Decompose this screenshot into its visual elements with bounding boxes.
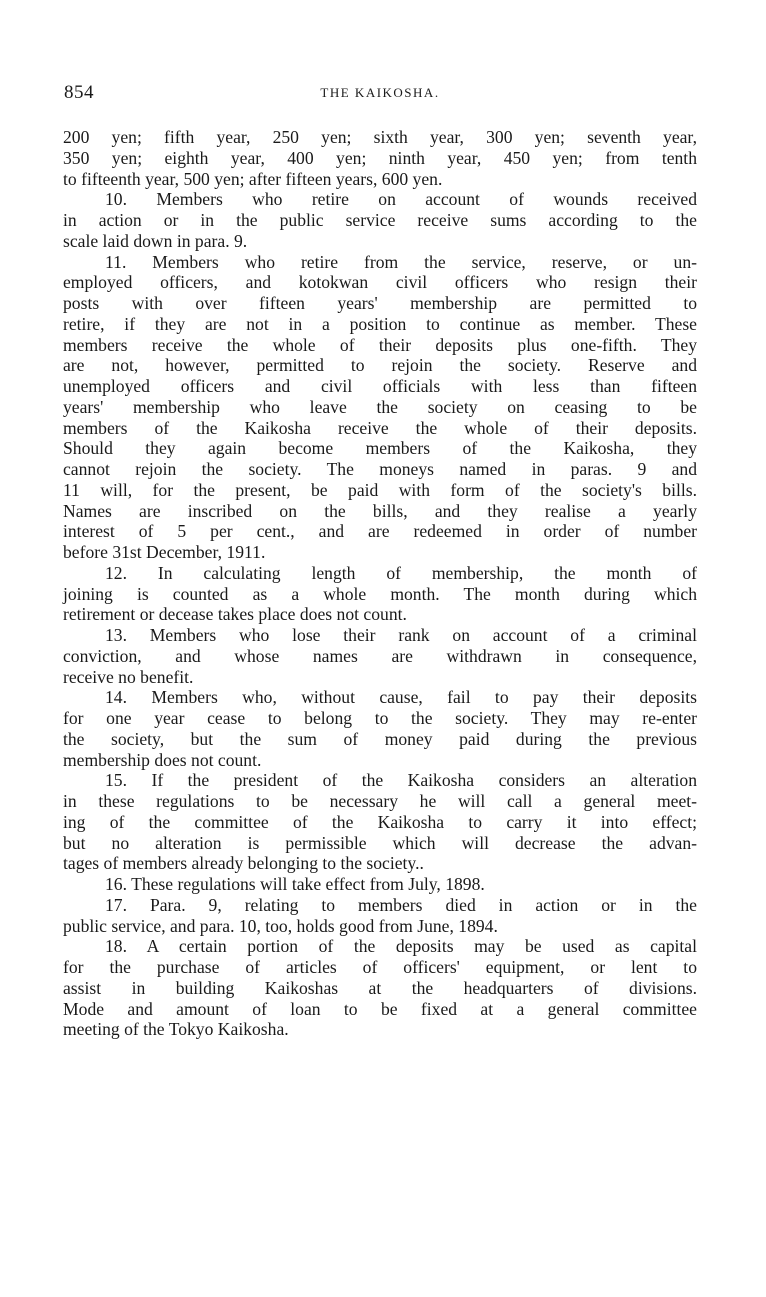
paragraph-para-15 bbox=[63, 770, 697, 874]
paragraph-para-18 bbox=[63, 936, 697, 1040]
text-line: membership does not count. bbox=[63, 749, 262, 770]
text-line: years' membership who leave the society on ceasing to be bbox=[63, 396, 697, 417]
paragraph-para-12 bbox=[63, 563, 697, 625]
body-text bbox=[63, 127, 697, 1040]
text-line: in action or in the public service receive sums according to the bbox=[63, 210, 697, 230]
running-head: THE KAIKOSHA. bbox=[320, 85, 440, 100]
text-line: retirement or decease takes place does not count. bbox=[63, 604, 407, 625]
text-line: retire, if they are not in a position to continue as member. These bbox=[63, 313, 697, 334]
text-line: receive no benefit. bbox=[63, 666, 194, 687]
text-line: conviction, and whose names are withdrawn in consequence, bbox=[63, 645, 697, 666]
text-line: for the purchase of articles of officers' equipment, or lent to bbox=[63, 957, 697, 977]
paragraph-para-11 bbox=[63, 252, 697, 563]
text-line: members of the Kaikosha receive the whole of their deposits. bbox=[63, 417, 697, 438]
text-line: unemployed officers and civil officials with less than fifteen bbox=[63, 376, 697, 396]
paragraph-para-13 bbox=[63, 625, 697, 687]
text-line: before 31st December, 1911. bbox=[63, 542, 266, 562]
text-line: 10. Members who retire on account of wounds received bbox=[105, 189, 697, 210]
text-line: 14. Members who, without cause, fail to pay their deposits bbox=[105, 687, 697, 708]
paragraph-para-17 bbox=[63, 895, 697, 937]
paragraph-para-10 bbox=[63, 189, 697, 251]
text-line: 200 yen; fifth year, 250 yen; sixth year, 300 yen; seventh year, bbox=[63, 127, 697, 147]
text-line: posts with over fifteen years' membership are permitted to bbox=[63, 293, 697, 313]
paragraph-continuation bbox=[63, 127, 697, 189]
text-line: 13. Members who lose their rank on account of a criminal bbox=[105, 625, 697, 645]
text-line: Should they again become members of the Kaikosha, they bbox=[63, 438, 697, 459]
text-line: 17. Para. 9, relating to members died in action or in the bbox=[105, 894, 697, 915]
text-line: for one year cease to belong to the society. They may re-enter bbox=[63, 708, 697, 728]
text-line: in these regulations to be necessary he will call a general meet- bbox=[63, 791, 697, 811]
page-header bbox=[64, 82, 696, 106]
text-line: 12. In calculating length of membership, the month of bbox=[105, 562, 697, 583]
text-line: 11. Members who retire from the service, reserve, or un- bbox=[105, 251, 697, 272]
paragraph-para-16 bbox=[63, 874, 697, 895]
text-line: public service, and para. 10, too, holds good from June, 1894. bbox=[63, 915, 498, 936]
text-line: Names are inscribed on the bills, and they realise a yearly bbox=[63, 500, 697, 521]
text-line: tages of members already belonging to the society.. bbox=[63, 853, 424, 874]
text-line: 350 yen; eighth year, 400 yen; ninth year, 450 yen; from tenth bbox=[63, 147, 697, 168]
text-line: are not, however, permitted to rejoin the society. Reserve and bbox=[63, 355, 697, 376]
text-line: cannot rejoin the society. The moneys named in paras. 9 and bbox=[63, 459, 697, 479]
text-line: 11 will, for the present, be paid with form of the society's bills. bbox=[63, 479, 697, 500]
text-line: ing of the committee of the Kaikosha to carry it into effect; bbox=[63, 811, 697, 832]
text-line: 16. These regulations will take effect from July, 1898. bbox=[105, 874, 485, 894]
text-line: 18. A certain portion of the deposits may be used as capital bbox=[105, 936, 697, 957]
page-number: 854 bbox=[64, 82, 94, 103]
text-line: 15. If the president of the Kaikosha considers an alteration bbox=[105, 770, 697, 791]
text-line: Mode and amount of loan to be fixed at a general committee bbox=[63, 998, 697, 1019]
text-line: scale laid down in para. 9. bbox=[63, 230, 248, 251]
text-line: meeting of the Tokyo Kaikosha. bbox=[63, 1019, 289, 1040]
text-line: but no alteration is permissible which will decrease the advan- bbox=[63, 832, 697, 853]
text-line: employed officers, and kotokwan civil officers who resign their bbox=[63, 272, 697, 293]
text-line: members receive the whole of their deposits plus one-fifth. They bbox=[63, 334, 697, 355]
text-line: interest of 5 per cent., and are redeemed in order of number bbox=[63, 521, 697, 542]
text-line: joining is counted as a whole month. The month during which bbox=[63, 583, 697, 604]
text-line: assist in building Kaikoshas at the headquarters of divisions. bbox=[63, 977, 697, 998]
text-line: to fifteenth year, 500 yen; after fifteen years, 600 yen. bbox=[63, 168, 443, 189]
text-line: the society, but the sum of money paid during the previous bbox=[63, 728, 697, 749]
paragraph-para-14 bbox=[63, 687, 697, 770]
